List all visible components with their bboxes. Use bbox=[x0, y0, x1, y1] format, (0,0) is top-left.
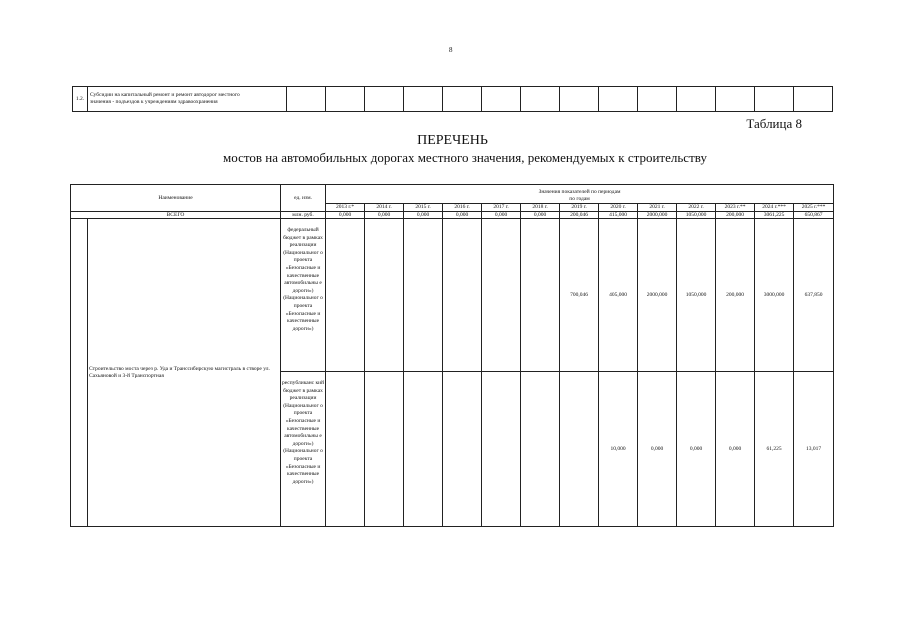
source-value: 1050,000 bbox=[677, 219, 716, 372]
row-name-line: Субсидии на капитальный ремонт и ремонт автодорог местного bbox=[90, 92, 240, 98]
year-header: 2014 г. bbox=[365, 204, 404, 212]
source-value: 13,017 bbox=[794, 372, 834, 527]
table-label: Таблица 8 bbox=[746, 116, 802, 131]
year-header: 2023 г.** bbox=[716, 204, 755, 212]
total-unit: млн. руб. bbox=[281, 212, 326, 219]
source-value: 3000,000 bbox=[755, 219, 794, 372]
total-row bbox=[71, 212, 834, 219]
total-value: 1050,000 bbox=[677, 212, 716, 219]
source-value bbox=[521, 372, 560, 527]
source-value: 405,000 bbox=[599, 219, 638, 372]
continuation-table bbox=[72, 86, 833, 112]
empty-cell bbox=[599, 87, 638, 112]
header-values-line: по годам bbox=[569, 196, 590, 202]
source-value: 0,000 bbox=[677, 372, 716, 527]
source-value: 0,000 bbox=[716, 372, 755, 527]
page-number: 8 bbox=[449, 46, 453, 54]
row-name-line: значения - подъездов к учреждениям здравоохранения bbox=[90, 99, 218, 105]
source-value bbox=[521, 219, 560, 372]
empty-cell bbox=[365, 87, 404, 112]
year-header: 2013 г.* bbox=[326, 204, 365, 212]
empty-cell bbox=[287, 87, 326, 112]
empty-cell bbox=[326, 87, 365, 112]
year-header: 2022 г. bbox=[677, 204, 716, 212]
year-header: 2015 г. bbox=[404, 204, 443, 212]
empty-cell bbox=[638, 87, 677, 112]
total-value: 200,000 bbox=[716, 212, 755, 219]
year-header: 2025 г.*** bbox=[794, 204, 834, 212]
source-value: 637,850 bbox=[794, 219, 834, 372]
year-header: 2020 г. bbox=[599, 204, 638, 212]
source-value bbox=[365, 372, 404, 527]
table-row bbox=[73, 87, 833, 112]
page-subtitle: мостов на автомобильных дорогах местного значения, рекомендуемых к строительству bbox=[223, 150, 707, 165]
year-header: 2021 г. bbox=[638, 204, 677, 212]
year-header: 2016 г. bbox=[443, 204, 482, 212]
source-value: 700,046 bbox=[560, 219, 599, 372]
header-name: Наименование bbox=[71, 185, 281, 212]
source-value bbox=[326, 219, 365, 372]
total-value: 0,000 bbox=[365, 212, 404, 219]
empty-cell bbox=[560, 87, 599, 112]
header-values-line: Значения показателей по периодам bbox=[538, 189, 621, 195]
source-value bbox=[326, 372, 365, 527]
source-value bbox=[443, 372, 482, 527]
bridges-table bbox=[70, 184, 834, 527]
total-value: 0,000 bbox=[326, 212, 365, 219]
empty-cell bbox=[716, 87, 755, 112]
source-value bbox=[404, 219, 443, 372]
total-label: ВСЕГО bbox=[71, 212, 281, 219]
empty-cell bbox=[482, 87, 521, 112]
source-value: 61,225 bbox=[755, 372, 794, 527]
total-value: 3061,225 bbox=[755, 212, 794, 219]
row-name bbox=[88, 87, 287, 112]
source-value bbox=[482, 372, 521, 527]
source-value: 200,000 bbox=[716, 219, 755, 372]
total-value: 650,867 bbox=[794, 212, 834, 219]
source-row bbox=[71, 219, 834, 372]
source-value bbox=[482, 219, 521, 372]
empty-cell bbox=[677, 87, 716, 112]
year-header: 2024 г.*** bbox=[755, 204, 794, 212]
header-row bbox=[71, 185, 834, 204]
source-value: 2000,000 bbox=[638, 219, 677, 372]
empty-cell bbox=[521, 87, 560, 112]
row-index bbox=[71, 219, 88, 527]
funding-source: федеральный бюджет в рамках реализации (Национальног о проекта «Безопасные и качественные автомобильны е дороги») (Национальног о проекта «Безопасные и качественные дороги») bbox=[281, 219, 326, 372]
year-header: 2019 г. bbox=[560, 204, 599, 212]
source-value bbox=[404, 372, 443, 527]
page-title: ПЕРЕЧЕНЬ bbox=[417, 133, 488, 148]
source-value: 0,000 bbox=[638, 372, 677, 527]
year-header: 2018 г. bbox=[521, 204, 560, 212]
source-value bbox=[443, 219, 482, 372]
total-value: 200,046 bbox=[560, 212, 599, 219]
funding-source: республиканс кий бюджет в рамках реализации (Национальног о проекта «Безопасные и качественные автомобильны е дороги») (Национальног о проекта «Безопасные и качественные дороги») bbox=[281, 372, 326, 527]
header-unit: ед. изм. bbox=[281, 185, 326, 212]
row-number: 1.2. bbox=[73, 87, 88, 112]
total-value: 2000,000 bbox=[638, 212, 677, 219]
empty-cell bbox=[794, 87, 833, 112]
header-values-caption bbox=[326, 185, 834, 204]
total-value: 0,000 bbox=[443, 212, 482, 219]
total-value: 415,000 bbox=[599, 212, 638, 219]
source-value bbox=[560, 372, 599, 527]
total-value: 0,000 bbox=[521, 212, 560, 219]
empty-cell bbox=[404, 87, 443, 112]
empty-cell bbox=[443, 87, 482, 112]
source-value bbox=[365, 219, 404, 372]
source-value: 10,000 bbox=[599, 372, 638, 527]
project-name: Строительство моста через р. Уда и Транссибирскую магистраль в створе ул. Сахьяновой и 3-й Транспортная bbox=[88, 219, 281, 527]
year-header: 2017 г. bbox=[482, 204, 521, 212]
total-value: 0,000 bbox=[482, 212, 521, 219]
total-value: 0,000 bbox=[404, 212, 443, 219]
empty-cell bbox=[755, 87, 794, 112]
